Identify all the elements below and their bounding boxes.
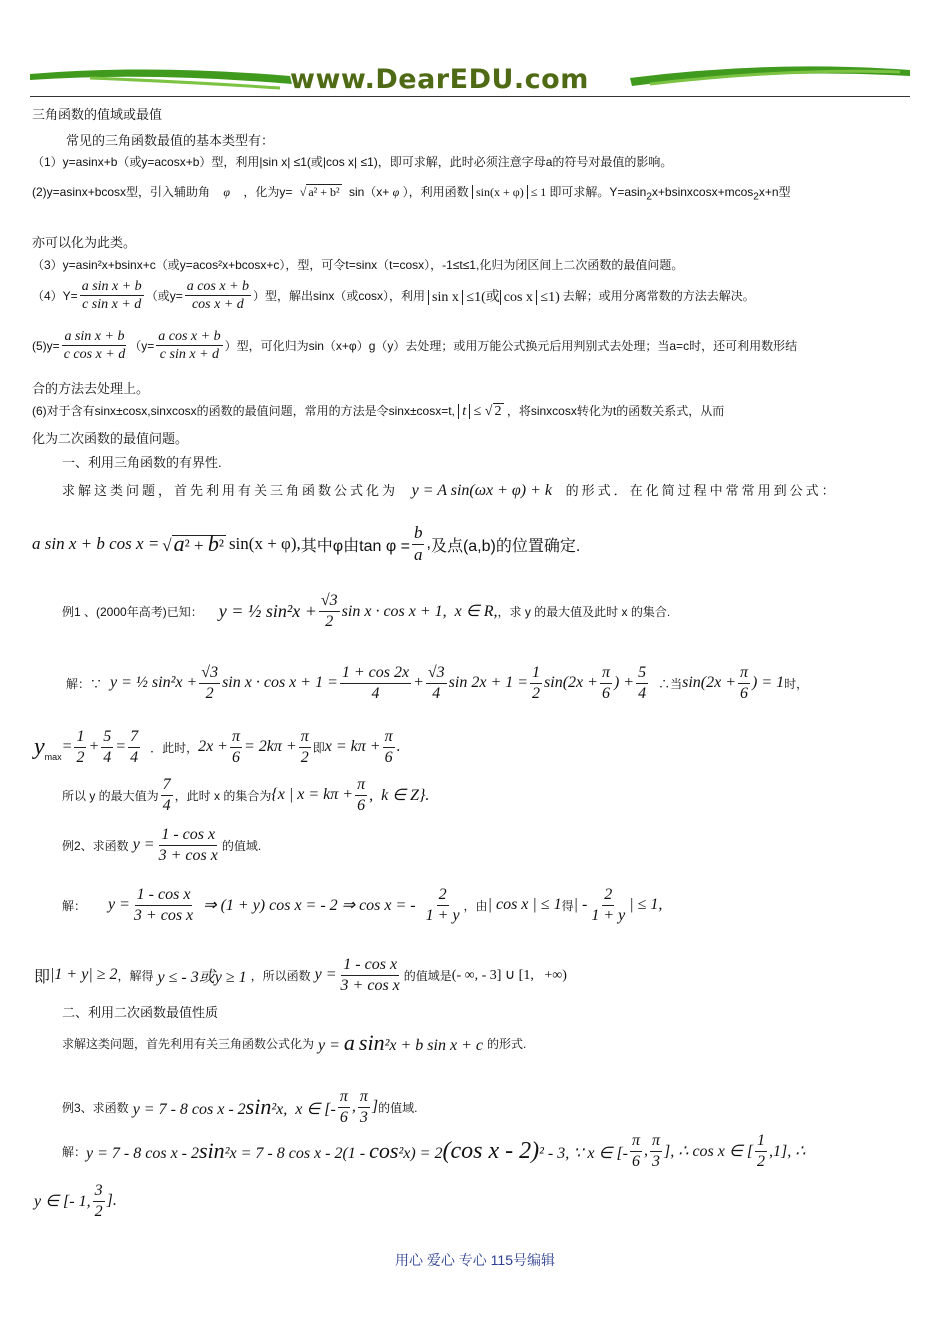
example-2-line2-d: 的值域是 bbox=[403, 968, 452, 983]
section-2-para: 求解这类问题，首先利用有关三角函数公式化为 y = a sin²x + b sin x + c 的形式. bbox=[62, 1030, 527, 1055]
type-1: （1）y=asinx+b（或y=acosx+b）型，利用|sin x| ≤1(或|cos x| ≤1)，即可求解，此时必须注意字母a的符号对最值的影响。 bbox=[32, 155, 673, 169]
type-2-text-e: 即可求解。Y=asin bbox=[549, 185, 647, 199]
type-4-text-d: 去解；或用分离常数的方法去解决。 bbox=[562, 289, 755, 304]
type-2-text-f: x+bsinxcosx+mcos bbox=[651, 185, 754, 199]
example-2-line2-b: ，解得 bbox=[117, 968, 154, 983]
example-3-solution-line-2: y ∈ [- 1, $\frac{3}{2}$ ]. bbox=[34, 1182, 117, 1220]
type-6-text-a: (6)对于含有sinx±cosx,sinxcosx的函数的最值问题，常用的方法是令sinx±cosx=t, bbox=[32, 404, 455, 418]
section-2-heading: 二、利用二次函数最值性质 bbox=[62, 1005, 219, 1020]
example-3-question-tail: 的值域. bbox=[378, 1100, 418, 1115]
section-1-text-b: 的形式．在化简过程中常常用到公式： bbox=[565, 483, 838, 498]
example-2-question-tail: 的值域. bbox=[221, 838, 262, 853]
site-logo-text: www.DearEDU.com bbox=[290, 64, 589, 95]
type-5-line: (5)y= $\frac{\text{a sin x + b}}{\text{c cos x + d}}$ （y= $\frac{\text{a cos x + b}}{\text{c sin x + d}}$ ）型，可化归为sin（x+φ）g（y）去处理；或用万能公式换元后用判别式去处理；当a=c时，还可利用数形结 bbox=[32, 329, 798, 363]
section-1-text: 求解这类问题，首先利用有关三角函数公式化为 bbox=[62, 483, 399, 498]
type-3: （3）y=asin²x+bsinx+c（或y=acos²x+bcosx+c），型，可令t=sinx（t=cosx），-1≤t≤1,化归为闭区间上二次函数的最值问题。 bbox=[32, 258, 684, 272]
type-5-text-a: (5)y= bbox=[32, 338, 60, 353]
section-2-text: 求解这类问题，首先利用有关三角函数公式化为 bbox=[62, 1036, 315, 1051]
type-5-text-c: ）型，可化归为sin（x+φ）g（y）去处理；或用万能公式换元后用判别式去处理；当a=c时，还可利用数形结 bbox=[224, 339, 798, 354]
section-1-para: 求解这类问题，首先利用有关三角函数公式化为 y = A sin(ωx + φ) + k 的形式．在化简过程中常常用到公式： bbox=[62, 482, 838, 499]
example-1-solution-label: 解：∵ bbox=[66, 676, 103, 691]
example-2-line2-c: ，所以函数 bbox=[250, 968, 311, 983]
example-3-solution-label: 解： bbox=[62, 1144, 87, 1159]
example-1-at: 时， bbox=[784, 676, 809, 691]
page-footer: 用心 爱心 专心 115号编辑 bbox=[395, 1252, 555, 1268]
type-4-text-a: （4）Y= bbox=[32, 289, 78, 304]
example-3-label: 例3、求函数 bbox=[62, 1100, 129, 1115]
example-1-note: ．此时， bbox=[150, 740, 199, 755]
type-6-line: (6)对于含有sinx±cosx,sinxcosx的函数的最值问题，常用的方法是令sinx±cosx=t, t ≤ √ 2 ，将sinxcosx转化为t的函数关系式，从而 bbox=[32, 404, 725, 419]
type-2-tail: 亦可以化为此类。 bbox=[32, 235, 137, 250]
type-2-text-c: sin（x+ bbox=[348, 185, 390, 199]
header-rule bbox=[30, 96, 910, 97]
section-1-heading: 一、利用三角函数的有界性. bbox=[62, 455, 222, 470]
type-5-text-b: （y= bbox=[129, 339, 155, 354]
example-1-conclusion-b: ，此时 x 的集合为 bbox=[174, 788, 272, 803]
example-3-solution-line-1: 解： y = 7 - 8 cos x - 2sin²x = 7 - 8 cos x - 2(1 - cos²x) = 2(cos x - 2)² - 3, ∵ x ∈ [- $\frac{\pi}{6}$ , $\frac{\pi}{3}$ ], ∴ cos x ∈ [ $\frac{1}{2}$ ,1], ∴ bbox=[62, 1132, 806, 1170]
example-2-got: 得 bbox=[561, 898, 574, 913]
section-2-text-b: 的形式. bbox=[486, 1036, 527, 1051]
example-2-label: 例2、求函数 bbox=[62, 838, 129, 853]
type-4-line: （4）Y= $\frac{\text{a sin x + b}}{\text{c sin x + d}}$ （或y= $\frac{\text{a cos x + b}}{\text{cos x + d}}$ ）型，解出sinx（或cosx），利用 sin x ≤1(或 cos x ≤1) 去解；或用分离常数的方法去解决。 bbox=[32, 279, 755, 313]
type-2-text-a: (2)y=asinx+bcosx型，引入辅助角 bbox=[32, 185, 211, 199]
formula-tail-text-2: 及点(a,b)的位置确定. bbox=[430, 537, 581, 555]
example-1-label: 例1 、(2000年高考)已知： bbox=[62, 604, 203, 619]
page-title: 三角函数的值域或最值 bbox=[32, 107, 163, 122]
type-2-text-d: ），利用函数 bbox=[402, 185, 469, 199]
type-5-tail: 合的方法去处理上。 bbox=[32, 381, 150, 396]
example-3-question: 例3、求函数 y = 7 - 8 cos x - 2sin²x, x ∈ [- $\frac{\pi}{6}$ , $\frac{\pi}{3}$ ] 的值域. bbox=[62, 1088, 418, 1126]
example-1-conclusion-a: 所以 y 的最大值为 bbox=[62, 788, 159, 803]
example-2-solution-label: 解： bbox=[62, 898, 87, 913]
example-2-by: ，由 bbox=[463, 898, 488, 913]
type-2-text-b: ，化为y= bbox=[243, 185, 293, 199]
type-2-line: (2)y=asinx+bcosx型，引入辅助角 φ ，化为y= √ a² + b² sin（x+ φ ），利用函数 sin(x + φ) ≤ 1 即可求解。Y=asin$_2$x+bsinxcosx+mcos$_2$x+n型 bbox=[32, 185, 791, 203]
example-1-solution-line-1: 解：∵ y = ½ sin²x + $\frac{√3}{2}$ sin x · cos x + 1 = $\frac{1 + \cos 2x}{4}$ + $\frac{√3}{4}$ sin 2x + 1 = $\frac{1}{2}$ sin(2x + $\frac{\pi}{6}$ ) + $\frac{5}{4}$ ∴当 sin(2x + $\frac{\pi}{6}$ ) = 1 时， bbox=[66, 664, 809, 702]
type-4-text-b: （或y= bbox=[145, 289, 183, 304]
type-6-text-b: ，将sinxcosx转化为t的函数关系式，从而 bbox=[506, 404, 725, 418]
example-1-solution-line-2: y $_{max}$ = $\frac{1}{2}$ + $\frac{5}{4}$ = $\frac{7}{4}$ ．此时， 2x + $\frac{\pi}{6}$ = 2kπ + $\frac{\pi}{2}$ 即 x = kπ + $\frac{\pi}{6}$ . bbox=[34, 728, 401, 766]
auxiliary-angle-formula: a sin x + b cos x = √a² + b² sin(x + φ), 其中φ由tan φ = $\frac{b}{a}$ , 及点(a,b)的位置确定. bbox=[32, 523, 581, 564]
formula-tail-text: 其中φ由tan φ = bbox=[300, 537, 410, 555]
example-1-when: ∴当 bbox=[658, 676, 683, 691]
intro-text: 常见的三角函数最值的基本类型有： bbox=[66, 133, 275, 148]
type-6-tail: 化为二次函数的最值问题。 bbox=[32, 431, 189, 446]
type-2-text-g: x+n型 bbox=[758, 185, 791, 199]
example-1-question: 例1 、(2000年高考)已知： y = ½ sin²x + $\frac{√3}{2}$ sin x · cos x + 1, x ∈ R, ，求 y 的最大值及此时 x 的集合. bbox=[62, 592, 671, 630]
example-2-solution-line-1: 解： y = $\frac{\text{1 - cos x}}{\text{3 + cos x}}$ ⇒ (1 + y) cos x = - 2 ⇒ cos x = - $\frac{2}{1 + y}$ ，由 | cos x | ≤ 1 得 | - $\frac{2}{1 + y}$ | ≤ 1, bbox=[62, 886, 663, 924]
example-1-ie: 即 bbox=[312, 740, 325, 755]
type-4-text-c: ）型，解出sinx（或cosx），利用 bbox=[253, 289, 426, 304]
example-2-line2-a: 即 bbox=[34, 968, 51, 986]
example-1-conclusion: 所以 y 的最大值为 $\frac{7}{4}$ ，此时 x 的集合为 {x | x = kπ + $\frac{\pi}{6}$ , k ∈ Z}. bbox=[62, 776, 430, 814]
example-2-solution-line-2: 即 |1 + y| ≥ 2 ，解得 y ≤ - 3或y ≥ 1 ，所以函数 y = $\frac{\text{1 - cos x}}{\text{3 + cos x}}$ 的值域是 (- ∞, - 3] ∪ [1, +∞) bbox=[34, 956, 567, 994]
example-1-question-tail: ，求 y 的最大值及此时 x 的集合. bbox=[497, 604, 671, 619]
example-2-question: 例2、求函数 y = $\frac{\text{1 - cos x}}{\text{3 + cos x}}$ 的值域. bbox=[62, 826, 262, 864]
